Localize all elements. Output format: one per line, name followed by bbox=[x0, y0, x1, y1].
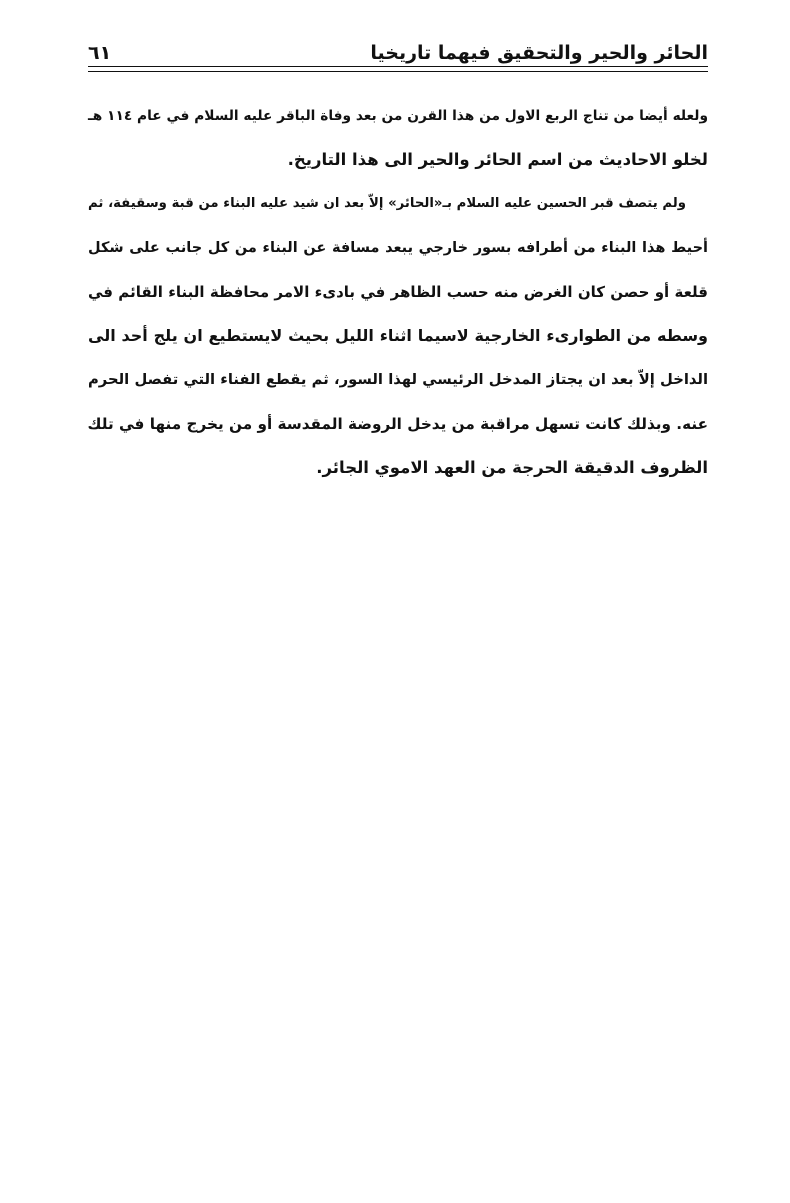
text-line: الداخل إلاّ بعد ان يجتاز المدخل الرئيسي لهذا السور، ثم يقطع الفناء التي تفصل الحرم bbox=[88, 371, 708, 388]
text-line: ولم يتصف قبر الحسين عليه السلام بـ«الحائر» إلاّ بعد ان شيد عليه البناء من قبة وسقيفة، ثم bbox=[88, 196, 686, 211]
text-line: ولعله أيضا من تناج الربع الاول من هذا القرن من بعد وفاة الباقر عليه السلام في عام ١١٤ هـ bbox=[88, 108, 708, 124]
body-text bbox=[88, 94, 708, 490]
running-title: الحائر والحير والتحقيق فيهما تاريخيا bbox=[370, 42, 708, 64]
header-rule-upper bbox=[88, 66, 708, 67]
paragraph bbox=[88, 182, 708, 490]
page-number: ٦١ bbox=[88, 42, 112, 64]
text-line: لخلو الاحاديث من اسم الحائر والحير الى هذا التاريخ. bbox=[287, 150, 708, 169]
text-line: قلعة أو حصن كان الغرض منه حسب الظاهر في بادىء الامر محافظة البناء القائم في bbox=[88, 283, 708, 301]
running-header bbox=[88, 30, 708, 64]
text-line: وسطه من الطوارىء الخارجية لاسيما اثناء الليل بحيث لايستطيع ان يلج أحد الى bbox=[88, 326, 708, 345]
text-line: أحيط هذا البناء من أطرافه بسور خارجي يبعد مسافة عن البناء من كل جانب على شكل bbox=[88, 240, 708, 256]
text-line: الظروف الدقيقة الحرجة من العهد الاموي الجائر. bbox=[316, 458, 708, 477]
header-rule-lower bbox=[88, 71, 708, 72]
text-line: عنه. وبذلك كانت تسهل مراقبة من يدخل الروضة المقدسة أو من يخرج منها في تلك bbox=[87, 415, 708, 433]
paragraph bbox=[88, 94, 708, 182]
